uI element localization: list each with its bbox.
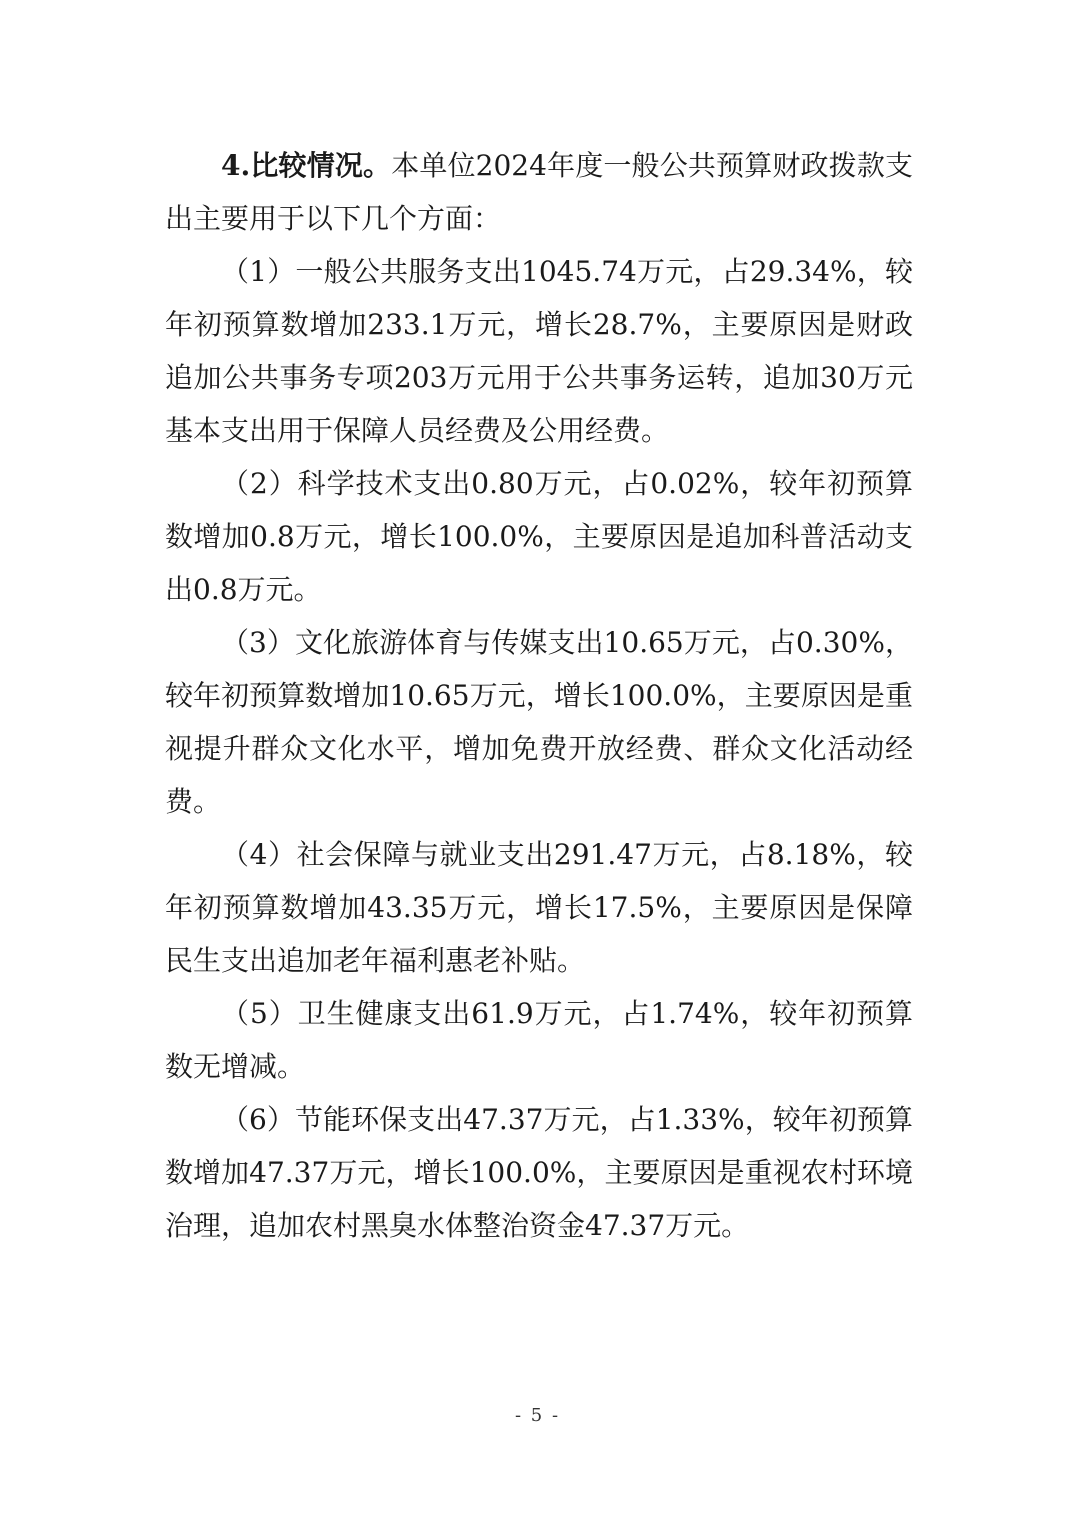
item-paragraph-6: （6）节能环保支出47.37万元，占1.33%，较年初预算数增加47.37万元，增长100.0%，主要原因是重视农村环境治理，追加农村黑臭水体整治资金47.37万元。 — [165, 1103, 913, 1242]
item-paragraph-4: （4）社会保障与就业支出291.47万元，占8.18%，较年初预算数增加43.35万元，增长17.5%，主要原因是保障民生支出追加老年福利惠老补贴。 — [165, 838, 913, 977]
item-paragraph-2: （2）科学技术支出0.80万元，占0.02%，较年初预算数增加0.8万元，增长100.0%，主要原因是追加科普活动支出0.8万元。 — [165, 467, 913, 606]
item-paragraph-3: （3）文化旅游体育与传媒支出10.65万元，占0.30%，较年初预算数增加10.65万元，增长100.0%，主要原因是重视提升群众文化水平，增加免费开放经费、群众文化活动经费。 — [165, 626, 913, 818]
intro-text: 本单位2024年度一般公共预算财政拨款支出主要用于以下几个方面： — [165, 149, 913, 235]
item-paragraph-5: （5）卫生健康支出61.9万元，占1.74%，较年初预算数无增减。 — [165, 997, 913, 1083]
page-number: - 5 - — [514, 1405, 561, 1426]
section-label: 4.比较情况。 — [221, 149, 392, 182]
document-body — [165, 139, 913, 1252]
intro-paragraph — [165, 139, 913, 245]
item-paragraph-1: （1）一般公共服务支出1045.74万元，占29.34%，较年初预算数增加233.1万元，增长28.7%，主要原因是财政追加公共事务专项203万元用于公共事务运转，追加30万元基本支出用于保障人员经费及公用经费。 — [165, 255, 913, 447]
